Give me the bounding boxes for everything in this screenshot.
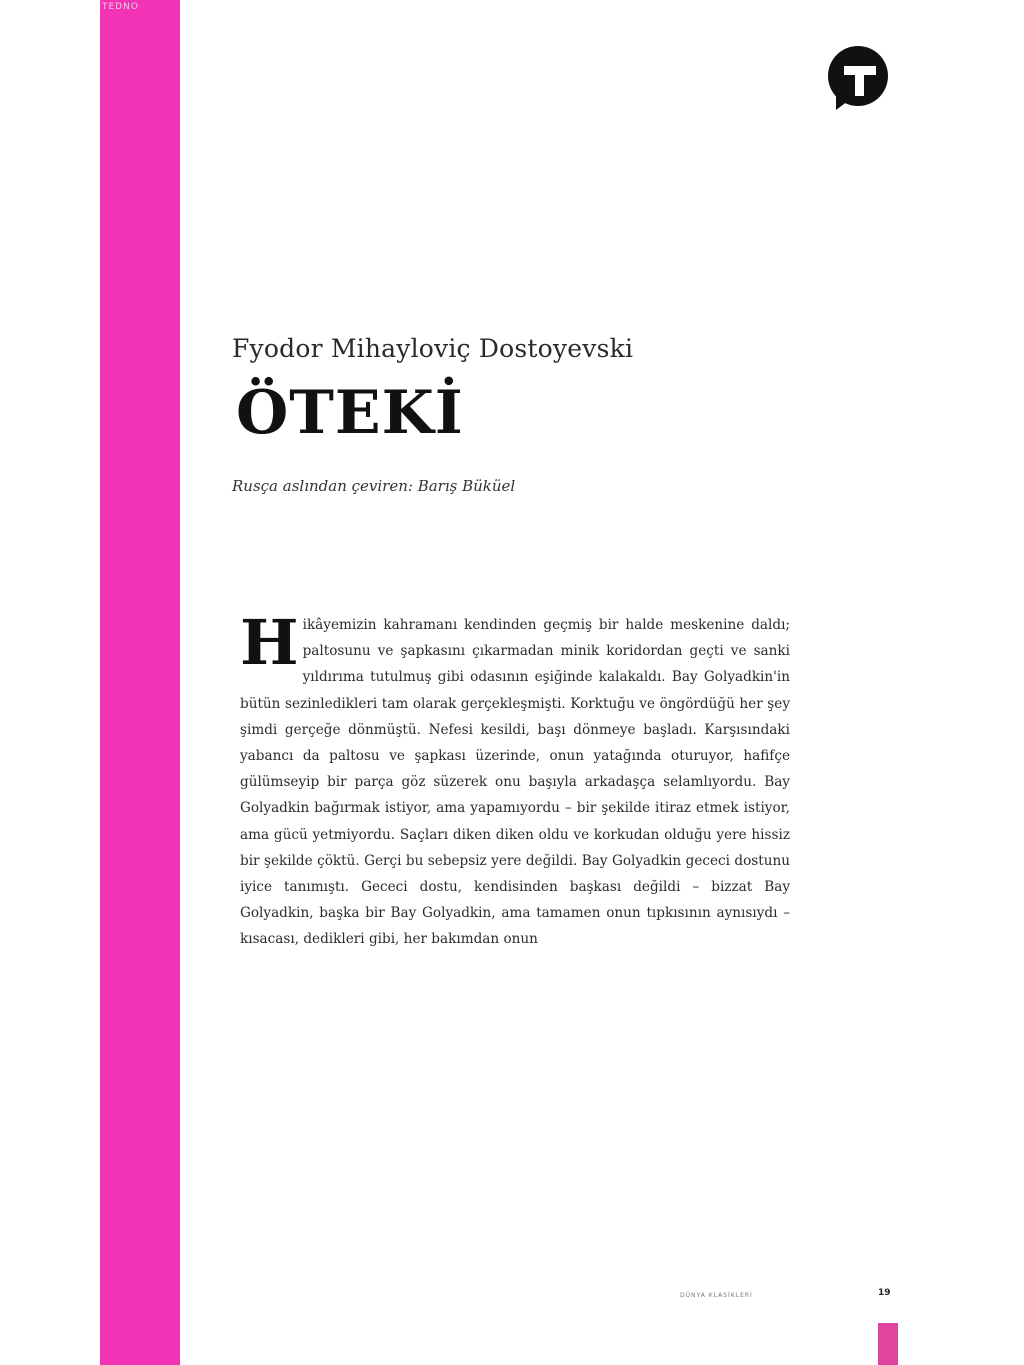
drop-cap: H: [240, 606, 299, 679]
body-paragraph: [240, 606, 790, 953]
book-title: ÖTEKİ: [236, 378, 464, 448]
body-text: ikâyemizin kahramanı kendinden geçmiş bir halde meskenine daldı; paltosunu ve şapkasını çıkarmadan minik koridordan geçti ve sanki yıldırıma tutulmuş gibi odasının eşiğinde kalakaldı. Bay Golyadkin'in bütün sezinledikleri tam olarak gerçekleşmişti. Korktuğu ve öngördüğü her şey şimdi gerçeğe dönmüştü. Nefesi kesildi, başı dönmeye başladı. Karşısındaki yabancı da paltosu ve şapkası üzerinde, onun yatağında oturuyor, hafifçe gülümseyip bir parça göz süzerek onu başıyla arkadaşça selamlıyordu. Bay Golyadkin bağırmak istiyor, ama yapamıyordu – bir şekilde itiraz etmek istiyor, ama gücü yetmiyordu. Saçları diken diken oldu ve korkudan olduğu yere hissiz bir şekilde çöktü. Gerçi bu sebepsiz yere değildi. Bay Golyadkin gececi dostunu iyice tanımıştı. Gececi dostu, kendisinden başkası değildi – bizzat Bay Golyadkin, başka bir Bay Golyadkin, ama tamamen onun tıpkısının aynısıydı – kısacası, dedikleri gibi, her bakımdan onun: [240, 617, 790, 948]
corner-color-mark: [878, 1323, 898, 1365]
pink-side-band: [100, 0, 180, 1365]
page-number: 19: [878, 1288, 891, 1298]
author-name: Fyodor Mihayloviç Dostoyevski: [232, 334, 634, 363]
translator-credit: Rusça aslından çeviren: Barış Büküel: [232, 477, 516, 495]
publisher-logo-icon: [822, 44, 896, 114]
footer-series-label: DÜNYA KLASİKLERİ: [680, 1292, 753, 1299]
side-tag: TEDNO: [102, 2, 139, 12]
